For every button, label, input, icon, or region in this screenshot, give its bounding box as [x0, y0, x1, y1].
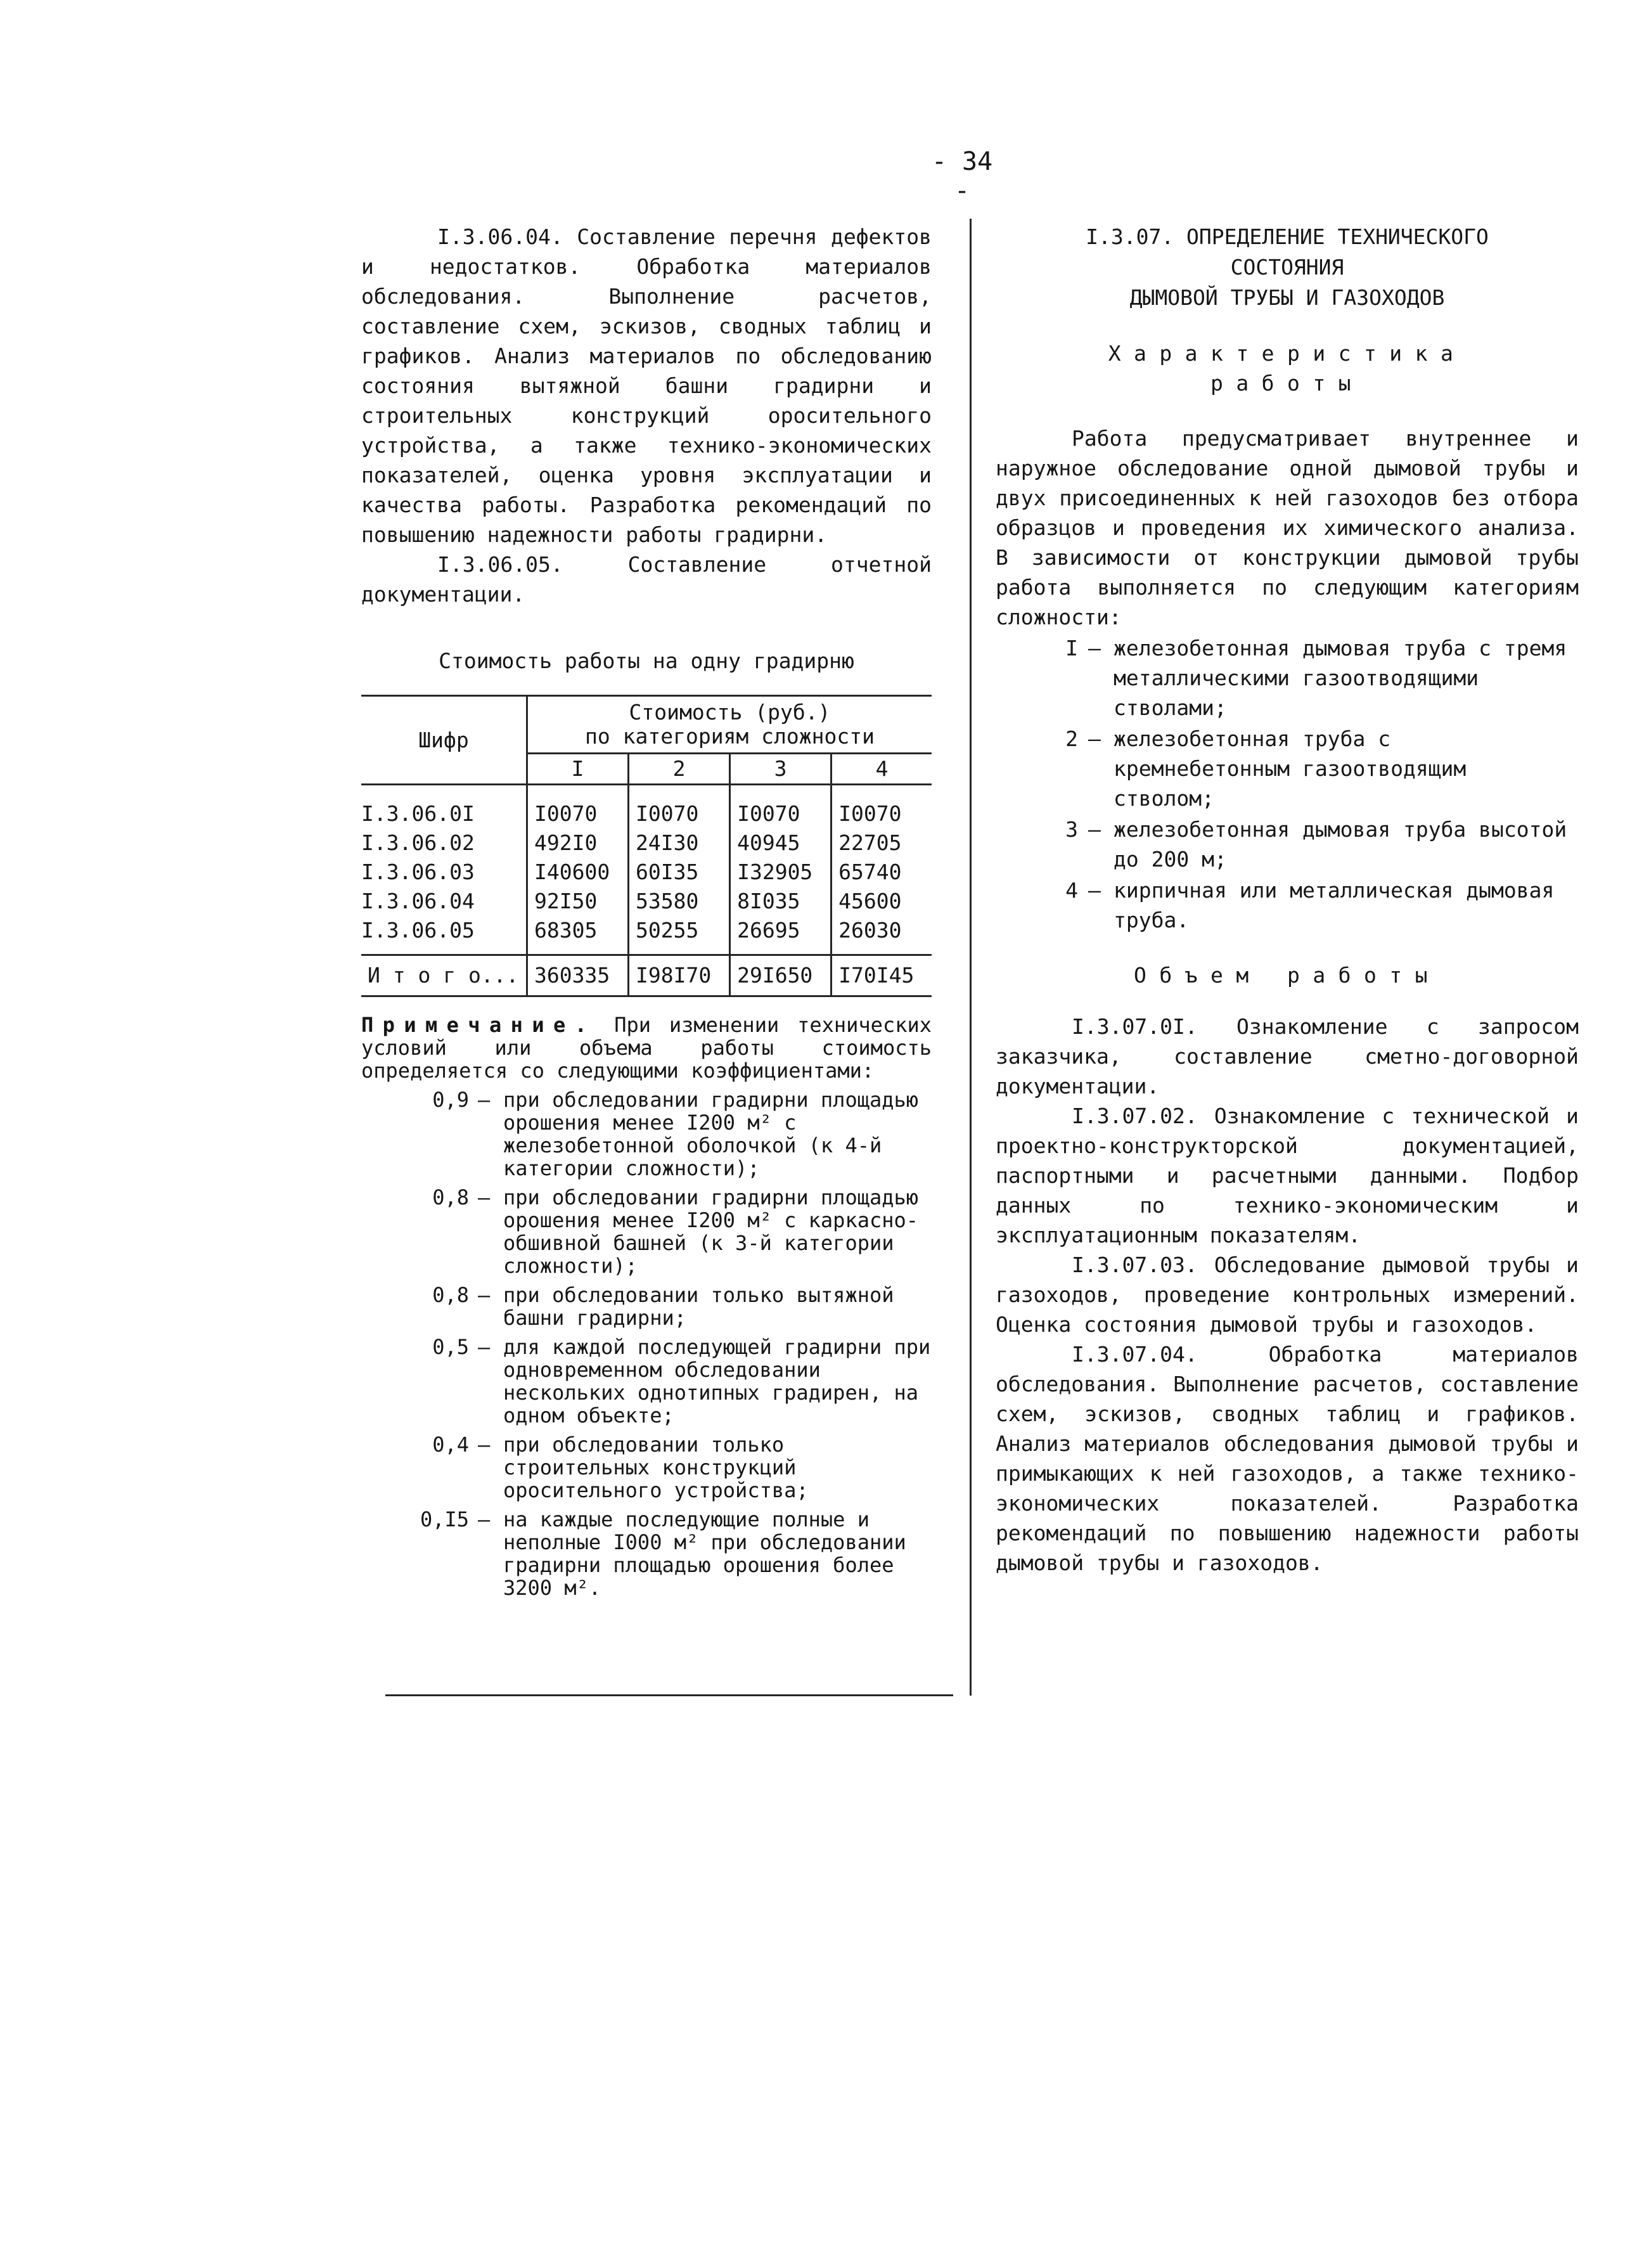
row-code: I.3.06.05 — [361, 916, 527, 955]
section-heading-line-3: ДЫМОВОЙ ТРУБЫ И ГАЗОХОДОВ — [1129, 285, 1445, 310]
cell-value: I40600 — [527, 858, 629, 887]
column-header-category: 3 — [730, 754, 831, 785]
dash: – — [478, 1283, 491, 1307]
dash: – — [478, 1088, 491, 1112]
section-1-3-06-04-text: I.3.06.04. Составление перечня дефектов и недостатков. Обработка материалов обследования. Выполнение расчетов, составление схем, эскизов, сводных таблиц и графиков. Анализ материалов по обследованию состояния вытяжной башни градирни и строительных конструкций оросительного устройства, а также технико-экономических показателей, оценка уровня эксплуатации и качества работы. Разработка рекомендаций по повышению надежности работы градирни. — [361, 224, 932, 547]
category-text: железобетонная дымовая труба с тремя металлическими газоотводящими стволами; — [1114, 636, 1567, 720]
cell-value: 92I50 — [527, 887, 629, 916]
category-item — [996, 633, 1579, 723]
subheading-scope: Объем работы — [1134, 963, 1441, 988]
column-header-category: I — [527, 754, 629, 785]
table-row — [361, 887, 932, 916]
cell-value: 60I35 — [629, 858, 730, 887]
column-header-category: 4 — [831, 754, 932, 785]
cost-table — [361, 695, 932, 997]
bottom-rule — [385, 1694, 953, 1696]
subheading-characteristics: Характеристика — [1108, 341, 1467, 366]
coefficient-value: 0,8 — [432, 1283, 469, 1307]
total-value: I70I45 — [831, 955, 932, 996]
cell-value: 24I30 — [629, 828, 730, 858]
cell-value: I0070 — [629, 785, 730, 829]
coefficient-value: 0,5 — [432, 1335, 469, 1359]
table-row — [361, 858, 932, 887]
category-number: 4 — [1065, 878, 1078, 903]
page-number: - 34 - — [931, 147, 993, 205]
cell-value: 8I035 — [730, 887, 831, 916]
coefficient-list — [361, 1088, 932, 1599]
section-1-3-07-02-text: I.3.07.02. Ознакомление с технической и проектно-конструкторской документацией, паспортными и расчетными данными. Подбор данных по технико-экономическим и эксплуатационным показателям. — [996, 1104, 1579, 1247]
dash: – — [478, 1507, 491, 1531]
right-column — [996, 222, 1579, 1578]
coefficient-value: 0,8 — [432, 1185, 469, 1209]
note-lead: Примечание. — [361, 1013, 596, 1037]
dash: – — [478, 1433, 491, 1457]
category-text: железобетонная труба с кремнебетонным газоотводящим стволом; — [1114, 726, 1467, 811]
dash: – — [1088, 726, 1101, 751]
coefficient-item — [406, 1186, 932, 1277]
category-number: 2 — [1065, 726, 1078, 751]
cell-value: 68305 — [527, 916, 629, 955]
coefficient-value: 0,4 — [432, 1433, 469, 1457]
category-item — [996, 875, 1579, 935]
left-column — [361, 222, 932, 1599]
total-value: 29I650 — [730, 955, 831, 996]
cell-value: 65740 — [838, 860, 902, 884]
row-code: I.3.06.02 — [361, 828, 527, 858]
category-text: кирпичная или металлическая дымовая труба. — [1114, 878, 1555, 932]
cost-table-title: Стоимость работы на одну градирню — [439, 648, 854, 673]
category-item — [996, 724, 1579, 813]
table-row — [361, 785, 932, 829]
coefficient-item — [406, 1508, 932, 1599]
subheading-work: работы — [1210, 371, 1364, 396]
section-1-3-07-03-text: I.3.07.03. Обследование дымовой трубы и газоходов, проведение контрольных измерений. Оценка состояния дымовой трубы и газоходов. — [996, 1253, 1579, 1337]
coefficient-text: для каждой последующей градирни при одновременном обследовании нескольких однотипных градирен, на одном объекте; — [503, 1335, 931, 1427]
coefficient-text: при обследовании градирни площадью орошения менее I200 м² с каркасно-обшивной башней (к 3-й категории сложности); — [503, 1185, 919, 1278]
dash: – — [478, 1185, 491, 1209]
table-row — [361, 916, 932, 955]
characteristics-text: Работа предусматривает внутреннее и наружное обследование одной дымовой трубы и двух присоединенных к ней газоходов без отбора образцов и проведения их химического анализа. В зависимости от конструкции дымовой трубы работа выполняется по следующим категориям сложности: — [996, 426, 1579, 629]
coefficient-text: при обследовании только строительных конструкций оросительного устройства; — [503, 1433, 809, 1502]
category-text: железобетонная дымовая труба высотой до 200 м; — [1114, 817, 1567, 872]
cell-value: 50255 — [629, 916, 730, 955]
column-divider — [970, 219, 972, 1696]
column-header-category: 2 — [629, 754, 730, 785]
category-list — [996, 633, 1579, 935]
column-header-cost — [527, 696, 932, 754]
coefficient-item — [406, 1433, 932, 1502]
cell-value: 40945 — [730, 828, 831, 858]
section-heading-line-2: СОСТОЯНИЯ — [1230, 255, 1344, 280]
coefficient-text: при обследовании только вытяжной башни градирни; — [503, 1283, 894, 1330]
section-1-3-06-05-text: I.3.06.05. Составление отчетной документации. — [361, 552, 932, 607]
total-label: И т о г о... — [361, 955, 527, 996]
total-value: 360335 — [527, 955, 629, 996]
table-total-row — [361, 955, 932, 996]
table-row — [361, 828, 932, 858]
row-code: I.3.06.0I — [361, 785, 527, 829]
coefficient-text: при обследовании градирни площадью орошения менее I200 м² с железобетонной оболочкой (к 4-й категории сложности); — [503, 1088, 919, 1180]
coefficient-item — [406, 1088, 932, 1180]
note — [361, 1014, 932, 1082]
note-text: При изменении технических условий или объема работы стоимость определяется со следующими коэффициентами: — [361, 1013, 932, 1083]
dash: – — [1088, 878, 1101, 903]
cell-value: I32905 — [730, 858, 831, 887]
cell-value: 26695 — [730, 916, 831, 955]
column-header-code: Шифр — [361, 696, 527, 785]
cell-value: I0070 — [527, 785, 629, 829]
total-value: I98I70 — [629, 955, 730, 996]
column-header-cost-line-2: по категориям сложности — [585, 724, 875, 749]
section-heading-line-1: I.3.07. ОПРЕДЕЛЕНИЕ ТЕХНИЧЕСКОГО — [1086, 224, 1489, 249]
cell-value: I0070 — [730, 785, 831, 829]
coefficient-item — [406, 1284, 932, 1329]
category-number: I — [1065, 636, 1078, 660]
row-code: I.3.06.04 — [361, 887, 527, 916]
coefficient-item — [406, 1336, 932, 1427]
cell-value: 45600 — [838, 889, 902, 913]
cell-value: 53580 — [629, 887, 730, 916]
section-1-3-07-04-text: I.3.07.04. Обработка материалов обследования. Выполнение расчетов, составление схем, эскизов, сводных таблиц и графиков. Анализ материалов обследования дымовой трубы и примыкающих к ней газоходов, а также технико-экономических показателей. Разработка рекомендаций по повышению надежности работы дымовой трубы и газоходов. — [996, 1342, 1579, 1575]
coefficient-value: 0,9 — [432, 1088, 469, 1112]
cell-value: 26030 — [838, 918, 902, 943]
category-number: 3 — [1065, 817, 1078, 842]
coefficient-value: 0,I5 — [420, 1507, 469, 1531]
cell-value: 22705 — [838, 830, 902, 855]
section-heading — [996, 222, 1579, 313]
column-header-cost-line-1: Стоимость (руб.) — [629, 700, 831, 725]
row-code: I.3.06.03 — [361, 858, 527, 887]
dash: – — [478, 1335, 491, 1359]
cell-value: I0070 — [838, 801, 902, 826]
dash: – — [1088, 817, 1101, 842]
cell-value: 492I0 — [527, 828, 629, 858]
category-item — [996, 815, 1579, 874]
section-1-3-07-01-text: I.3.07.0I. Ознакомление с запросом заказчика, составление сметно-договорной документации. — [996, 1014, 1579, 1099]
dash: – — [1088, 636, 1101, 660]
coefficient-text: на каждые последующие полные и неполные I000 м² при обследовании градирни площадью орошения более 3200 м². — [503, 1507, 906, 1600]
